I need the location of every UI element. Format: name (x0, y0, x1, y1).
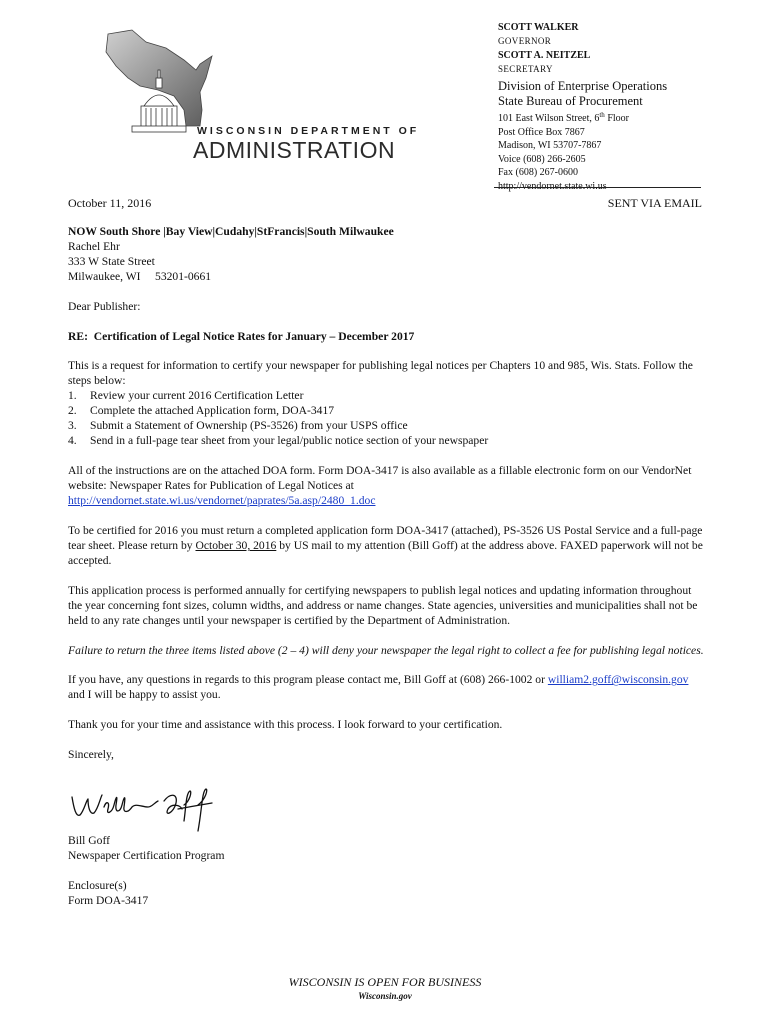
contact-email-link[interactable]: william2.goff@wisconsin.gov (547, 673, 689, 687)
steps-list (68, 388, 708, 448)
closing-salutation: Sincerely, (68, 747, 114, 761)
subject-line: RE: Certification of Legal Notice Rates for January – December 2017 (68, 329, 415, 343)
instructions-paragraph: All of the instructions are on the attached DOA form. Form DOA-3417 is also available as a fillable electronic form on our VendorNet website: Newspaper Rates for Publication of Legal Notices at http://vendornet.state.wi.us/vendornet/paprates/5a.asp/2480_1.doc (68, 464, 692, 508)
fax-number: Fax (608) 267-0600 (498, 167, 578, 178)
list-item: 1. Review your current 2016 Certification Letter (68, 389, 304, 403)
intro-text: This is a request for information to certify your newspaper for publishing legal notices per Chapters 10 and 985, Wis. Stats. Follow the steps below: (68, 359, 693, 388)
delivery-method: SENT VIA EMAIL (607, 196, 702, 210)
enclosure-item: Form DOA-3417 (68, 894, 149, 907)
salutation: Dear Publisher: (68, 299, 141, 313)
department-name-line2: ADMINISTRATION (193, 137, 396, 163)
signer-name: Bill Goff (68, 834, 110, 847)
recipient-org: NOW South Shore |Bay View|Cudahy|StFrancis|South Milwaukee (68, 225, 394, 238)
recipient-name: Rachel Ehr (68, 240, 120, 253)
signature-image (66, 787, 236, 837)
list-item: 2. Complete the attached Application form, DOA-3417 (68, 404, 335, 418)
signer-title: Newspaper Certification Program (68, 849, 225, 862)
letter-body (68, 224, 708, 777)
website-address: http://vendornet.state.wi.us (498, 180, 607, 192)
warning-paragraph: Failure to return the three items listed above (2 – 4) will deny your newspaper the legal right to collect a fee for publishing legal notices. (68, 643, 704, 657)
secretary-role: SECRETARY (498, 63, 553, 74)
division-line2: State Bureau of Procurement (498, 94, 643, 108)
recipient-city: Milwaukee, WI 53201-0661 (68, 270, 212, 283)
recipient-address (68, 224, 708, 284)
certification-paragraph: To be certified for 2016 you must return a completed application form DOA-3417 (attached), PS-3526 US Postal Service and a full-page tear sheet. Please return by October 30, 2016 by US mail to my attention (Bill Goff) at the address above. FAXED paperwork will not be accepted. (68, 523, 703, 567)
list-item: 3. Submit a Statement of Ownership (PS-3526) from your USPS office (68, 419, 408, 433)
footer-site: Wisconsin.gov (358, 991, 412, 1001)
return-deadline: October 30, 2016 (195, 538, 277, 552)
division-name (498, 79, 738, 109)
secretary-name: SCOTT A. NEITZEL (498, 50, 591, 61)
intro-paragraph (68, 358, 708, 448)
voice-number: Voice (608) 266-2605 (498, 153, 586, 165)
office-address (498, 112, 738, 193)
signature-block (68, 833, 224, 908)
annual-process-paragraph: This application process is performed annually for certifying newspapers to publish legal notices and updating information throughout the year concerning font sizes, column widths, and address or name changes. State agencies, universities and municipalities shall not be held to any rate changes until your newspaper is certified by the Department of Administration. (68, 583, 698, 627)
header-divider (494, 187, 701, 188)
contact-paragraph: If you have, any questions in regards to this program please contact me, Bill Goff at (608) 266-1002 or william2.goff@wisconsin.gov and I will be happy to assist you. (68, 673, 689, 702)
list-item: 4. Send in a full-page tear sheet from your legal/public notice section of your newspaper (68, 434, 489, 448)
address-street: 101 East Wilson Street, 6th Floor (498, 111, 629, 124)
division-line1: Division of Enterprise Operations (498, 79, 668, 93)
thanks-paragraph: Thank you for your time and assistance with this process. I look forward to your certification. (68, 718, 503, 732)
form-download-link[interactable]: http://vendornet.state.wi.us/vendornet/paprates/5a.asp/2480_1.doc (68, 494, 376, 508)
recipient-street: 333 W State Street (68, 255, 155, 268)
governor-role: GOVERNOR (498, 35, 552, 46)
governor-name: SCOTT WALKER (498, 22, 579, 33)
letter-date: October 11, 2016 (68, 196, 152, 210)
enclosure-label: Enclosure(s) (68, 879, 127, 892)
letterhead-contact-block (498, 22, 738, 193)
footer-slogan: WISCONSIN IS OPEN FOR BUSINESS (288, 975, 482, 989)
department-name-line1: WISCONSIN DEPARTMENT OF (197, 125, 420, 137)
address-po-box: Post Office Box 7867 (498, 126, 585, 138)
address-city: Madison, WI 53707-7867 (498, 140, 602, 151)
